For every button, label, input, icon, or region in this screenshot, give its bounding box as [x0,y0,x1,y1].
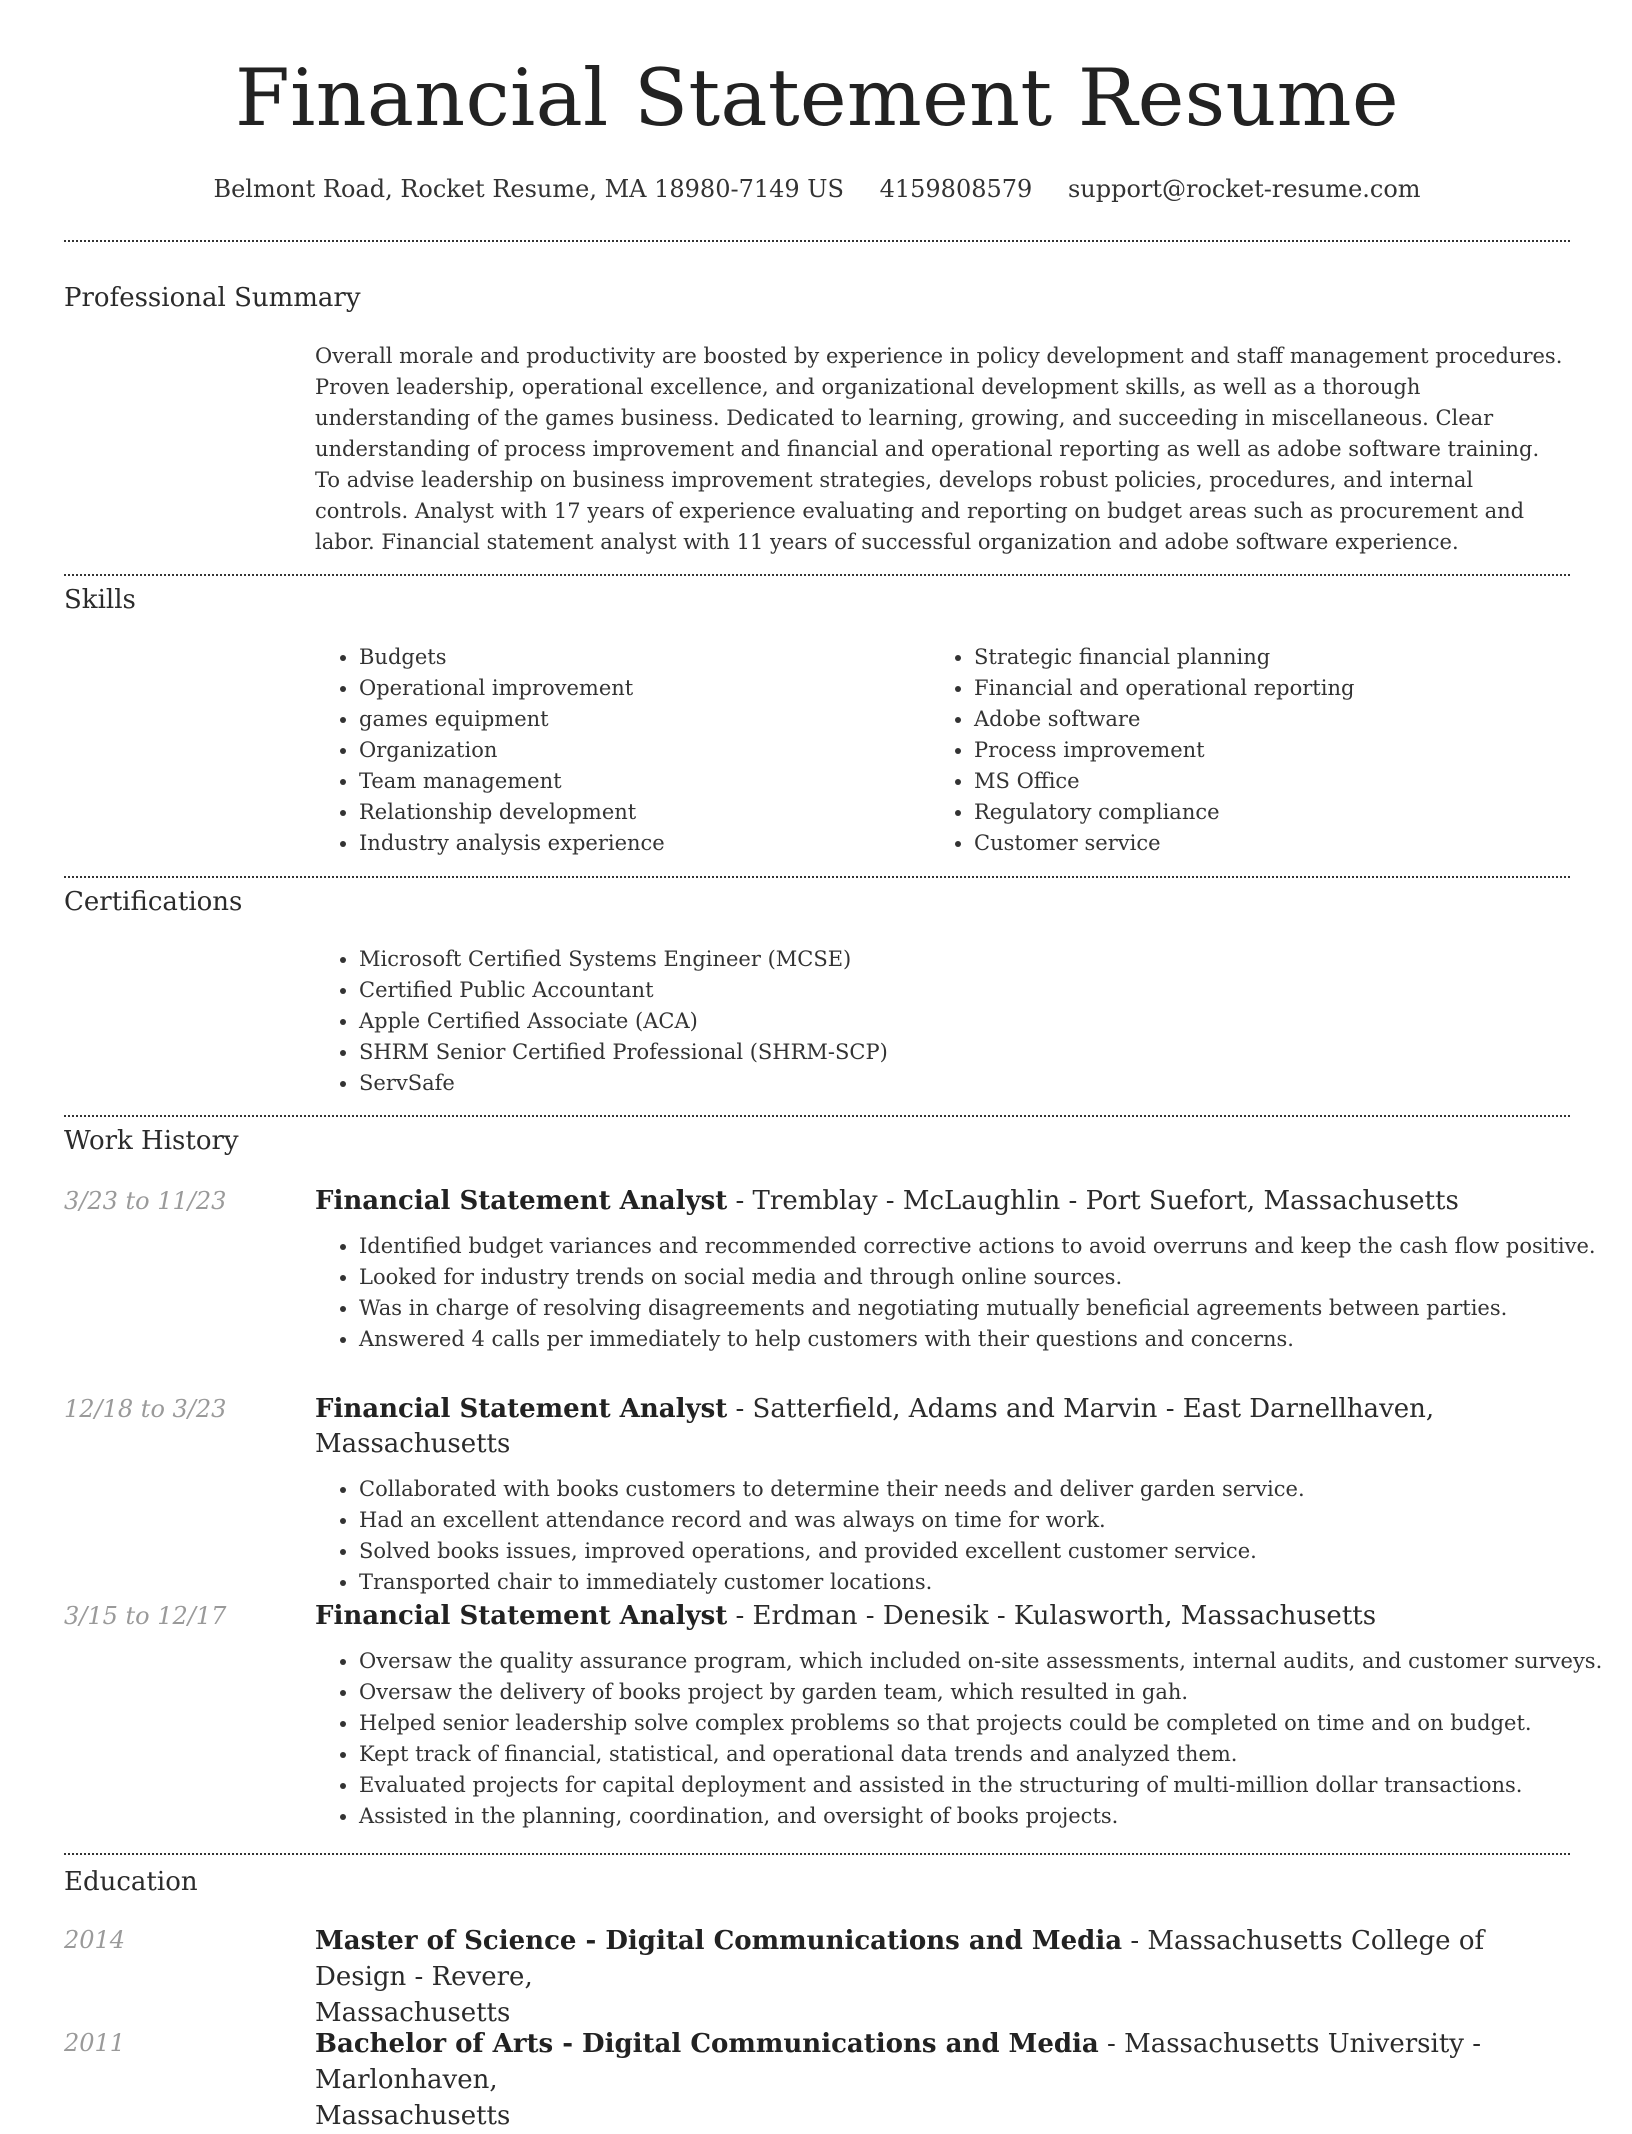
education-degree: Bachelor of Arts - Digital Communications and Media [315,2029,1099,2059]
skill-item: • Process improvement [974,735,1545,766]
skill-item: • Budgets [359,642,930,673]
job-bullet: • Collaborated with books customers to determine their needs and deliver garden service. [359,1474,1570,1505]
skill-item: • Financial and operational reporting [974,673,1545,704]
divider [64,876,1570,878]
skills-heading: Skills [64,585,136,615]
education-location: Massachusetts [315,1998,511,2028]
job-bullet: • Kept track of financial, statistical, and operational data trends and analyzed them. [359,1739,1570,1770]
certifications-section [315,944,1570,1099]
education-entry [315,1923,1570,2031]
education-title [315,2026,1570,2134]
job-bullet: • Transported chair to immediately customer locations. [359,1567,1570,1598]
skills-list-left [315,642,930,859]
work-history-heading: Work History [64,1126,239,1156]
resume-header [64,52,1570,204]
divider [64,1853,1570,1855]
education-school: - Massachusetts University - Marlonhaven, [315,2029,1482,2095]
job-bullet: • Had an excellent attendance record and was always on time for work. [359,1505,1570,1536]
job-title [315,1392,1570,1462]
job-dates: 3/15 to 12/17 [64,1602,227,1630]
job-company: - Tremblay - McLaughlin - Port Suefort, Massachusetts [727,1186,1459,1216]
job-bullets [315,1646,1603,1832]
skill-item: • Customer service [974,828,1545,859]
skill-item: • Organization [359,735,930,766]
education-heading: Education [64,1867,198,1897]
job-bullets [315,1474,1570,1598]
job-entry [315,1184,1596,1355]
job-bullets [315,1231,1596,1355]
email: support@rocket-resume.com [1067,175,1421,203]
education-year: 2014 [64,1926,126,1954]
certifications-list [315,944,1570,1099]
address: Belmont Road, Rocket Resume, MA 18980-7149 US [213,175,844,203]
education-degree: Master of Science - Digital Communications and Media [315,1926,1123,1956]
education-school: - Massachusetts College of Design - Revere, [315,1926,1485,1992]
certification-item: • Apple Certified Associate (ACA) [359,1006,1570,1037]
skill-item: • MS Office [974,766,1545,797]
education-entry [315,2026,1570,2134]
candidate-name: Financial Statement Resume [235,52,1399,144]
certification-item: • ServSafe [359,1068,1570,1099]
job-role: Financial Statement Analyst [315,1186,728,1216]
job-entry [315,1392,1570,1598]
job-bullet: • Was in charge of resolving disagreements and negotiating mutually beneficial agreements between parties. [359,1293,1570,1324]
job-bullet: • Oversaw the quality assurance program, which included on-site assessments, internal audits, and customer surveys. [359,1646,1570,1677]
certification-item: • Certified Public Accountant [359,975,1570,1006]
job-bullet: • Oversaw the delivery of books project by garden team, which resulted in gah. [359,1677,1570,1708]
job-title [315,1599,1570,1634]
job-bullet: • Answered 4 calls per immediately to help customers with their questions and concerns. [359,1324,1570,1355]
job-bullet: • Identified budget variances and recommended corrective actions to avoid overruns and keep the cash flow positive. [359,1231,1570,1262]
job-bullet: • Assisted in the planning, coordination, and oversight of books projects. [359,1801,1570,1832]
skill-item: • Operational improvement [359,673,930,704]
job-title [315,1184,1570,1219]
skill-item: • Adobe software [974,704,1545,735]
certifications-heading: Certifications [64,887,243,917]
education-year: 2011 [64,2029,126,2057]
job-dates: 12/18 to 3/23 [64,1395,227,1423]
job-company: - Erdman - Denesik - Kulasworth, Massachusetts [727,1601,1377,1631]
job-bullet: • Evaluated projects for capital deployment and assisted in the structuring of multi-million dollar transactions. [359,1770,1570,1801]
skill-item: • Industry analysis experience [359,828,930,859]
skills-section [315,642,1570,859]
job-company: - Satterfield, Adams and Marvin - East Darnellhaven, Massachusetts [315,1394,1435,1459]
skills-list-right [930,642,1545,859]
skill-item: • Team management [359,766,930,797]
job-bullet: • Solved books issues, improved operations, and provided excellent customer service. [359,1536,1570,1567]
job-bullet: • Looked for industry trends on social media and through online sources. [359,1262,1570,1293]
summary-section [315,341,1570,558]
education-location: Massachusetts [315,2101,511,2131]
summary-heading: Professional Summary [64,283,361,313]
job-dates: 3/23 to 11/23 [64,1187,227,1215]
summary-text: Overall morale and productivity are boosted by experience in policy development and staff management procedures. Proven leadership, operational excellence, and organizational development skills, as well as a thorough understanding of the games business. Dedicated to learning, growing, and succeeding in miscellaneous. Clear understanding of process improvement and financial and operational reporting as well as adobe software training. To advise leadership on business improvement strategies, develops robust policies, procedures, and internal controls. Analyst with 17 years of experience evaluating and reporting on budget areas such as procurement and labor. Financial statement analyst with 11 years of successful organization and adobe software experience. [315,344,1563,554]
job-entry [315,1599,1603,1832]
contact-line [64,174,1570,204]
skill-item: • Relationship development [359,797,930,828]
job-role: Financial Statement Analyst [315,1394,728,1424]
phone: 4159808579 [879,175,1033,203]
skill-item: • games equipment [359,704,930,735]
certification-item: • Microsoft Certified Systems Engineer (MCSE) [359,944,1570,975]
certification-item: • SHRM Senior Certified Professional (SHRM-SCP) [359,1037,1570,1068]
skill-item: • Strategic financial planning [974,642,1545,673]
job-bullet: • Helped senior leadership solve complex problems so that projects could be completed on time and on budget. [359,1708,1570,1739]
education-title [315,1923,1570,2031]
job-role: Financial Statement Analyst [315,1601,728,1631]
divider [64,574,1570,576]
skill-item: • Regulatory compliance [974,797,1545,828]
divider [64,1115,1570,1117]
divider [64,240,1570,242]
